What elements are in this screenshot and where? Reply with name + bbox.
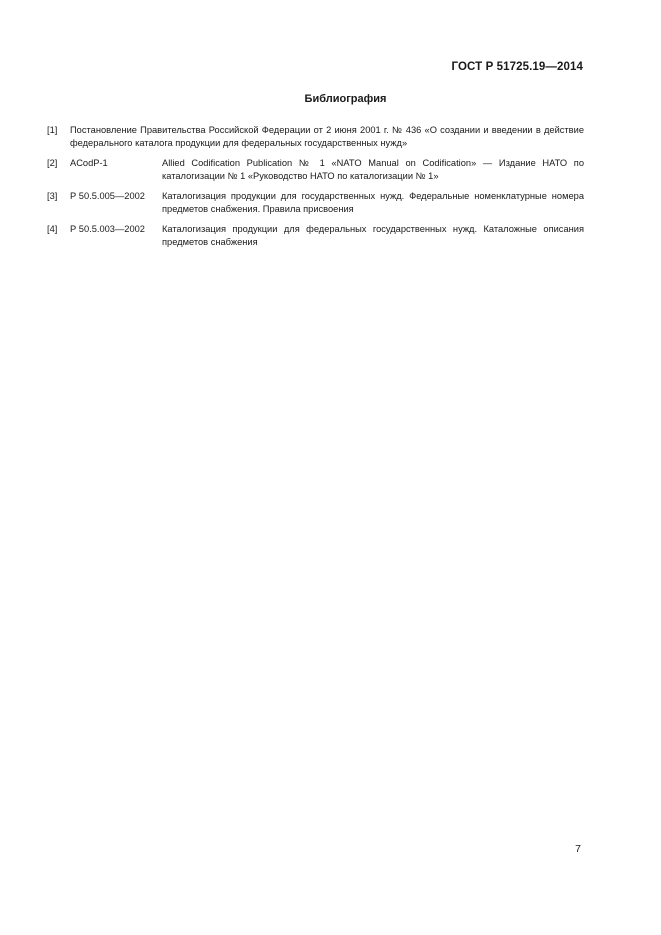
entry-number: [1] bbox=[47, 125, 58, 135]
page-number: 7 bbox=[575, 843, 581, 855]
entry-code: ACodP-1 bbox=[70, 158, 108, 168]
entry-code: Р 50.5.003—2002 bbox=[70, 224, 145, 234]
entry-text: Постановление Правительства Российской Федерации от 2 июня 2001 г. № 436 «О создании и введении в действие федерального каталога продукции для федеральных государственных нужд» bbox=[70, 125, 584, 148]
bibliography-entry bbox=[47, 190, 584, 215]
entry-number: [3] bbox=[47, 191, 58, 201]
entry-text: Каталогизация продукции для федеральных государственных нужд. Каталожные описания предметов снабжения bbox=[162, 224, 584, 247]
bibliography-list bbox=[47, 124, 584, 256]
entry-number: [2] bbox=[47, 158, 58, 168]
bibliography-entry bbox=[47, 124, 584, 149]
entry-number: [4] bbox=[47, 224, 58, 234]
entry-text: Каталогизация продукции для государственных нужд. Федеральные номенклатурные номера предметов снабжения. Правила присвоения bbox=[162, 191, 584, 214]
entry-code: Р 50.5.005—2002 bbox=[70, 191, 145, 201]
bibliography-entry bbox=[47, 223, 584, 248]
bibliography-entry bbox=[47, 157, 584, 182]
section-title: Библиография bbox=[304, 93, 387, 105]
entry-text: Allied Codification Publication № 1 «NATO Manual on Codification» — Издание НАТО по каталогизации № 1 «Руководство НАТО по каталогизации № 1» bbox=[162, 158, 584, 181]
document-code: ГОСТ Р 51725.19—2014 bbox=[451, 61, 583, 73]
